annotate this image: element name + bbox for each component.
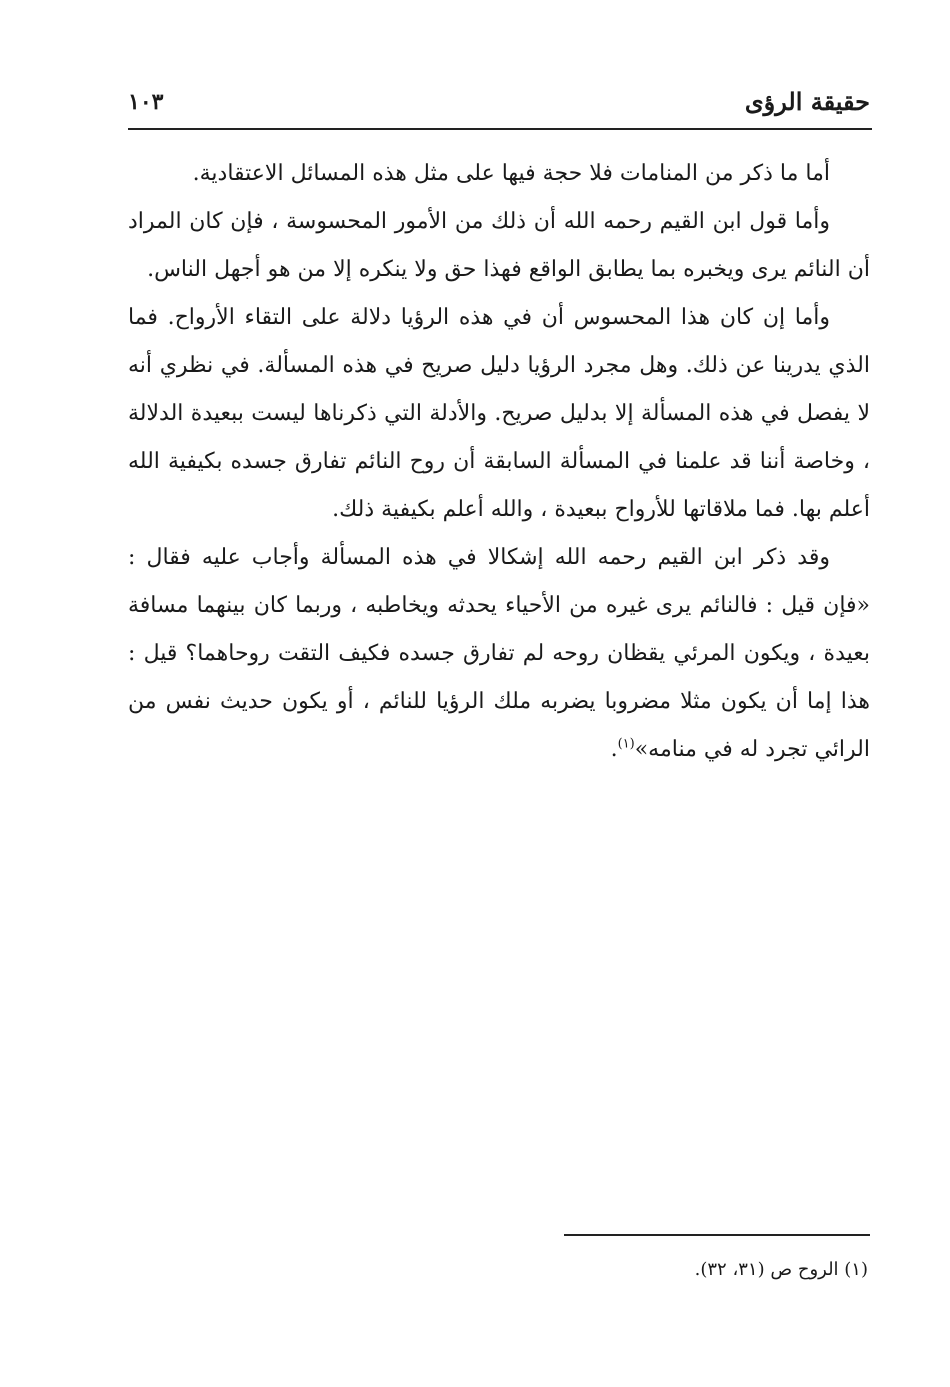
paragraph-2 bbox=[128, 198, 870, 294]
paragraph-1 bbox=[128, 150, 870, 198]
footnote-divider bbox=[564, 1234, 870, 1236]
footnote: (١) الروح ص (٣١، ٣٢). bbox=[694, 1259, 868, 1280]
paragraph-3-text: وأما إن كان هذا المحسوس أن في هذه الرؤيا دلالة على التقاء الأرواح. فما الذي يدرينا عن ذلك. وهل مجرد الرؤيا دليل صريح في هذه المسألة. في نظري أنه لا يفصل في هذه المسألة إلا بدليل صريح. والأدلة التي ذكرناها ليست ببعيدة الدلالة ، وخاصة أننا قد علمنا في المسألة السابقة أن روح النائم تفارق جسده بكيفية الله أعلم بها. فما ملاقاتها للأرواح ببعيدة ، والله أعلم بكيفية ذلك. bbox=[128, 305, 870, 522]
paragraph-2-text: وأما قول ابن القيم رحمه الله أن ذلك من الأمور المحسوسة ، فإن كان المراد أن النائم يرى ويخبره بما يطابق الواقع فهذا حق ولا ينكره إلا من هو أجهل الناس. bbox=[128, 209, 870, 282]
paragraph-1-text: أما ما ذكر من المنامات فلا حجة فيها على مثل هذه المسائل الاعتقادية. bbox=[192, 161, 830, 186]
footnote-reference: (١) bbox=[617, 736, 635, 752]
body-text bbox=[128, 150, 870, 774]
paragraph-4: وقد ذكر ابن القيم رحمه الله إشكالا في هذه المسألة وأجاب عليه فقال : «فإن قيل : فالنائم يرى غيره من الأحياء يحدثه ويخاطبه ، وربما كان بينهما مسافة بعيدة ، ويكون المرئي يقظان روحه لم تفارق جسده فكيف التقت روحاهما؟ قيل : هذا إما أن يكون مثلا مضروبا يضربه ملك الرؤيا للنائم ، أو يكون حديث نفس من الرائي تجرد له في منامه»$^{(١)}$. bbox=[128, 545, 870, 762]
header-divider bbox=[128, 128, 872, 130]
running-title: حقيقة الرؤى bbox=[744, 87, 870, 116]
page-header bbox=[128, 80, 870, 130]
paragraph-4-text: وقد ذكر ابن القيم رحمه الله إشكالا في هذه المسألة وأجاب عليه فقال : «فإن قيل : فالنائم يرى غيره من الأحياء يحدثه ويخاطبه ، وربما كان بينهما مسافة بعيدة ، ويكون المرئي يقظان روحه لم تفارق جسده فكيف التقت روحاهما؟ قيل : هذا إما أن يكون مثلا مضروبا يضربه ملك الرؤيا للنائم ، أو يكون حديث نفس من الرائي تجرد له في منامه» bbox=[128, 545, 870, 762]
paragraph-3 bbox=[128, 294, 870, 534]
page-number: ١٠٣ bbox=[128, 89, 164, 115]
